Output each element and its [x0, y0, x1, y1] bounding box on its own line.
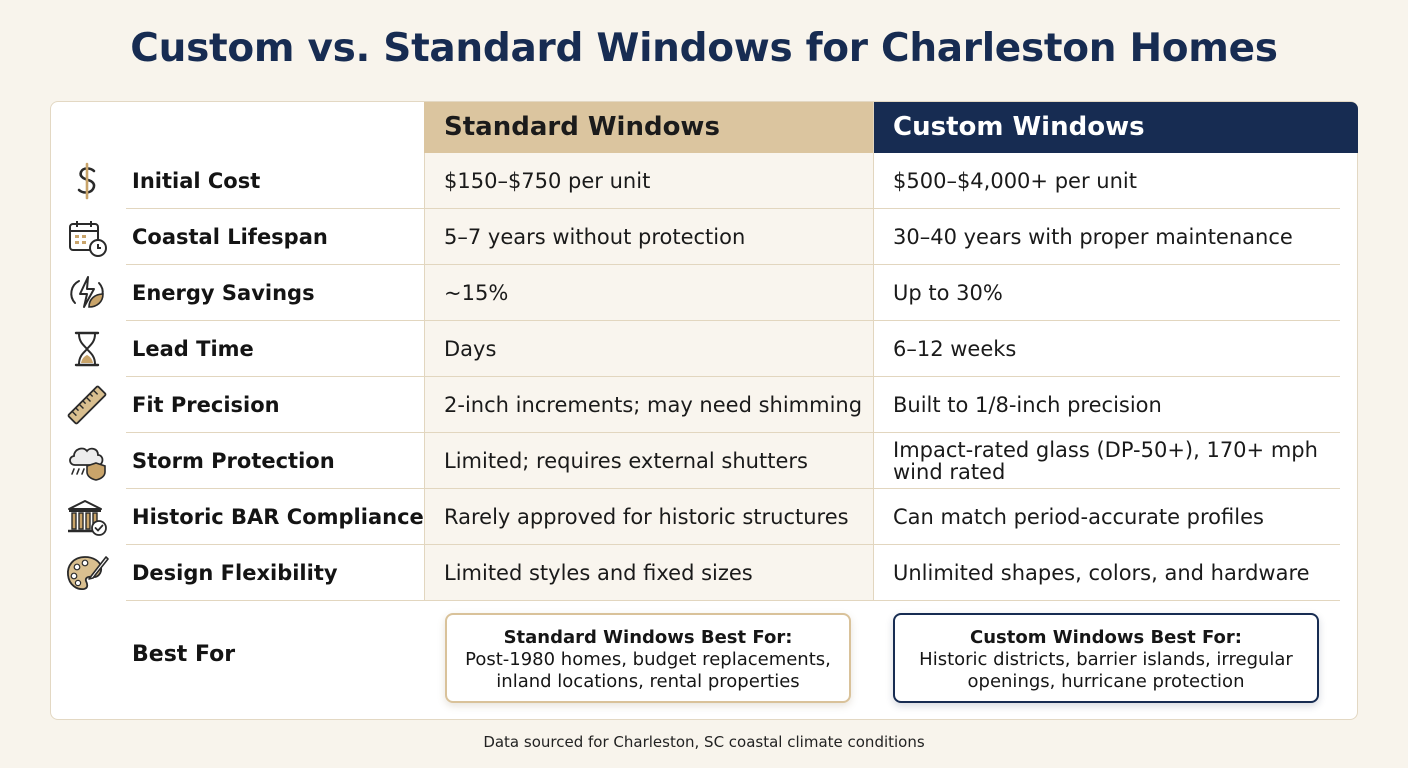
table-row: [51, 153, 1359, 209]
footnote: Data sourced for Charleston, SC coastal climate conditions: [483, 733, 925, 751]
standard-value: 2-inch increments; may need shimming: [444, 393, 863, 417]
calendar-clock-icon: [65, 217, 109, 257]
standard-best-for-box: [445, 613, 851, 703]
custom-value: Built to 1/8-inch precision: [893, 393, 1162, 417]
standard-value: 5–7 years without protection: [444, 225, 746, 249]
row-label: Initial Cost: [132, 169, 261, 193]
row-label: Energy Savings: [132, 281, 315, 305]
custom-value: $500–$4,000+ per unit: [893, 169, 1137, 193]
custom-value: Impact-rated glass (DP-50+), 170+ mph wind rated: [893, 438, 1318, 484]
custom-best-for-line: openings, hurricane protection: [967, 671, 1245, 692]
storm-shield-icon: [65, 441, 109, 481]
energy-leaf-icon: [65, 273, 109, 313]
standard-best-for-title: Standard Windows Best For:: [503, 627, 793, 648]
row-divider: [126, 600, 1340, 601]
custom-value: 6–12 weeks: [893, 337, 1017, 361]
custom-best-for-line: Historic districts, barrier islands, irregular: [919, 649, 1293, 670]
table-row: [51, 377, 1359, 433]
custom-best-for-title: Custom Windows Best For:: [970, 627, 1242, 648]
row-label: Lead Time: [132, 337, 254, 361]
table-row: [51, 433, 1359, 489]
row-label: Fit Precision: [132, 393, 280, 417]
table-row: [51, 265, 1359, 321]
standard-value: ~15%: [444, 281, 509, 305]
page-title: Custom vs. Standard Windows for Charleston Homes: [130, 26, 1278, 71]
table-row: [51, 209, 1359, 265]
dollar-icon: [65, 161, 109, 201]
standard-value: Days: [444, 337, 497, 361]
hourglass-icon: [65, 329, 109, 369]
table-row: [51, 489, 1359, 545]
palette-icon: [65, 553, 109, 593]
ruler-icon: [65, 385, 109, 425]
historic-building-icon: [65, 497, 109, 537]
row-label: Storm Protection: [132, 449, 335, 473]
row-label: Design Flexibility: [132, 561, 338, 585]
table-row: [51, 321, 1359, 377]
standard-value: Rarely approved for historic structures: [444, 505, 849, 529]
custom-value: 30–40 years with proper maintenance: [893, 225, 1293, 249]
row-label: Coastal Lifespan: [132, 225, 328, 249]
custom-value: Up to 30%: [893, 281, 1003, 305]
header-standard-windows: Standard Windows: [424, 102, 873, 153]
standard-best-for-line: Post-1980 homes, budget replacements,: [465, 649, 831, 670]
best-for-label: Best For: [132, 642, 236, 667]
header-custom-windows: Custom Windows: [874, 102, 1358, 153]
custom-value: Unlimited shapes, colors, and hardware: [893, 561, 1310, 585]
standard-value: Limited styles and fixed sizes: [444, 561, 753, 585]
row-label: Historic BAR Compliance: [132, 505, 424, 529]
comparison-table: [50, 101, 1358, 720]
standard-value: Limited; requires external shutters: [444, 449, 808, 473]
standard-value: $150–$750 per unit: [444, 169, 651, 193]
custom-best-for-box: [893, 613, 1319, 703]
custom-value: Can match period-accurate profiles: [893, 505, 1264, 529]
table-row: [51, 545, 1359, 601]
standard-best-for-line: inland locations, rental properties: [496, 671, 800, 692]
